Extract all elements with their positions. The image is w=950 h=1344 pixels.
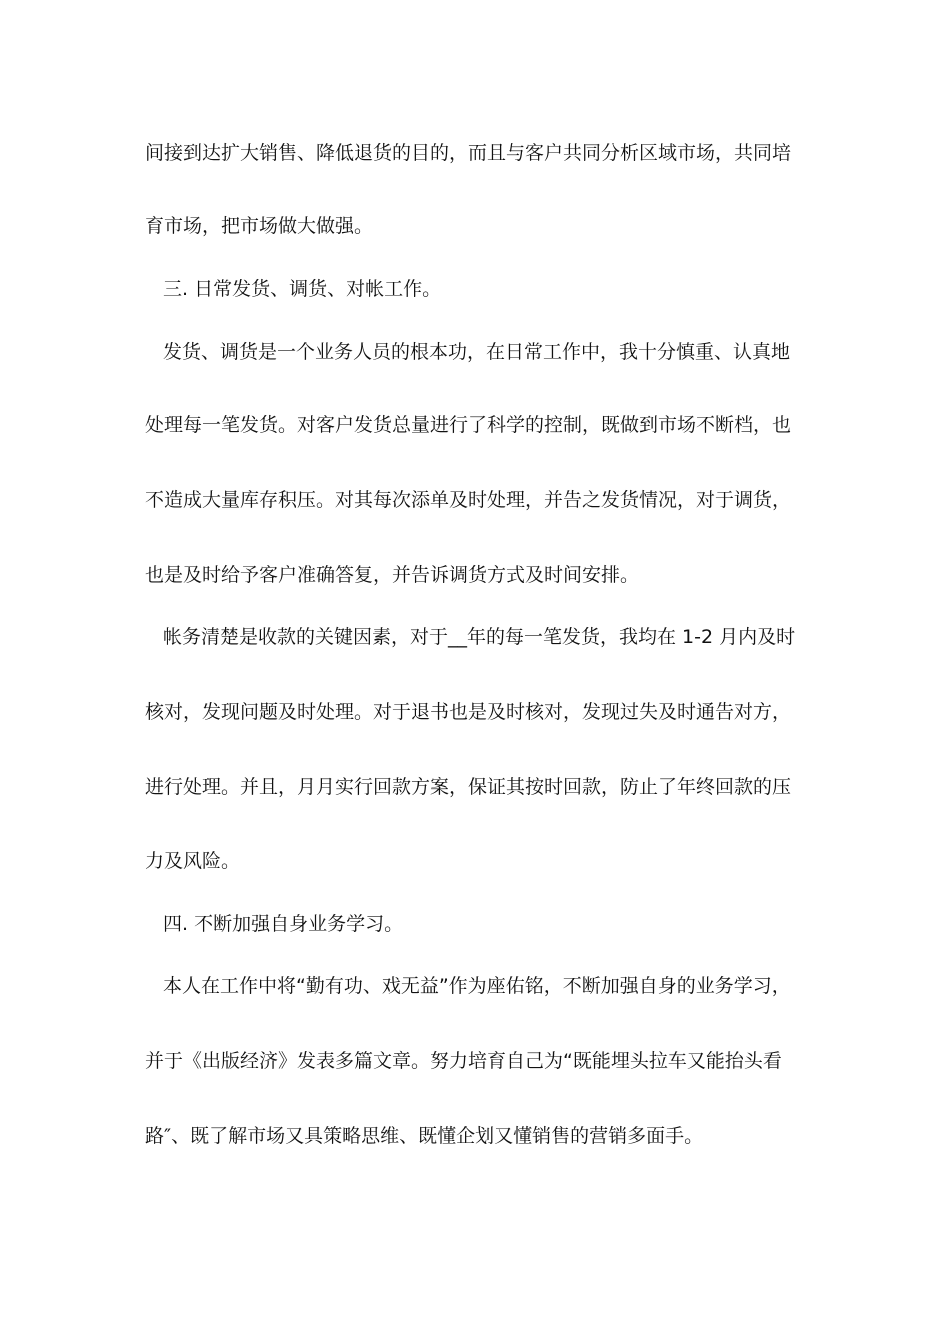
paragraph-line: 发货、调货是一个业务人员的根本功，在日常工作中，我十分慎重、认真地 [163, 341, 791, 363]
paragraph-line: 不造成大量库存积压。对其每次添单及时处理，并告之发货情况，对于调货， [145, 489, 792, 511]
paragraph-line: 也是及时给予客户准确答复，并告诉调货方式及时间安排。 [145, 564, 640, 586]
paragraph-line: 本人在工作中将“勤有功、戏无益”作为座佑铭，不断加强自身的业务学习， [163, 975, 791, 997]
paragraph-line: 并于《出版经济》发表多篇文章。努力培育自己为“既能埋头拉车又能抬头看 [145, 1050, 782, 1072]
paragraph-line: 处理每一笔发货。对客户发货总量进行了科学的控制，既做到市场不断档，也 [145, 414, 792, 436]
paragraph-line: 核对，发现问题及时处理。对于退书也是及时核对，发现过失及时通告对方， [145, 701, 792, 723]
paragraph-line: 路″、既了解市场又具策略思维、既懂企划又懂销售的营销多面手。 [145, 1125, 704, 1147]
section-heading: 三. 日常发货、调货、对帐工作。 [163, 278, 442, 300]
paragraph-line: 进行处理。并且，月月实行回款方案，保证其按时回款，防止了年终回款的压 [145, 776, 792, 798]
paragraph-line: 间接到达扩大销售、降低退货的目的，而且与客户共同分析区域市场，共同培 [145, 142, 792, 164]
section-heading: 四. 不断加强自身业务学习。 [163, 913, 404, 935]
paragraph-line: 帐务清楚是收款的关键因素，对于__年的每一笔发货，我均在 1-2 月内及时 [163, 626, 796, 648]
paragraph-line: 育市场，把市场做大做强。 [145, 215, 374, 237]
paragraph-line: 力及风险。 [145, 850, 241, 872]
